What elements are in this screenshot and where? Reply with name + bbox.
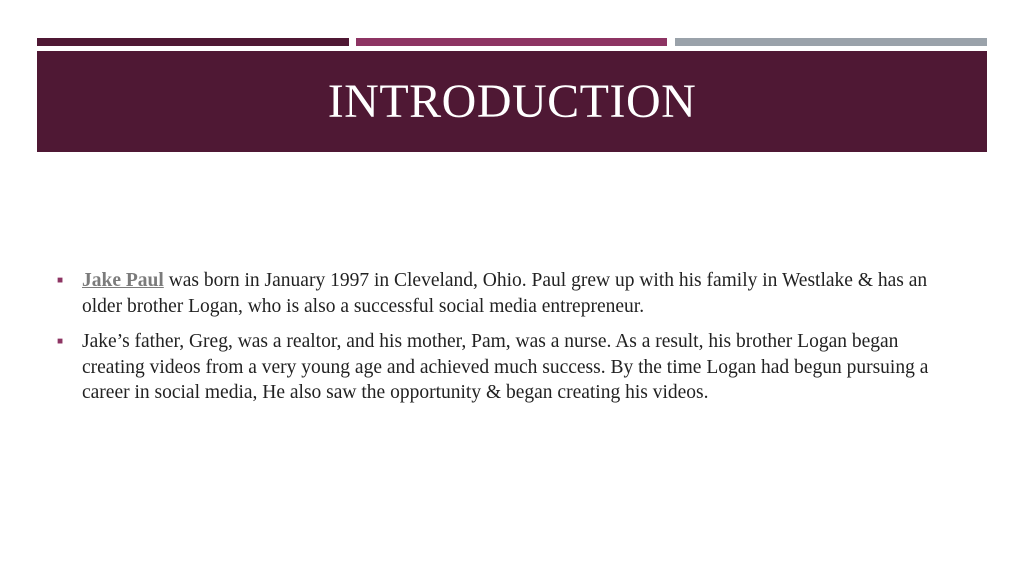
square-bullet-icon: ■ [57,275,64,286]
accent-bar-gray [675,38,987,46]
accent-bar-mid [356,38,667,46]
bullet-text-1 [82,268,962,319]
bullet-text-2: Jake’s father, Greg, was a realtor, and his mother, Pam, was a nurse. As a result, his brother Logan began creating videos from a very young age and achieved much success. By the time Logan had begun pursuing a career in social media, He also saw the opportunity & began creating his videos. [82,331,929,403]
slide-content [52,268,962,416]
slide-title: INTRODUCTION [327,74,697,128]
bullet-body-1: was born in January 1997 in Cleveland, Ohio. Paul grew up with his family in Westlake & has an older brother Logan, who is also a successful social media entrepreneur. [82,270,928,317]
title-band [37,51,987,152]
bullet-item-1 [52,268,962,319]
accent-bar-dark [37,38,349,46]
jake-paul-link[interactable]: Jake Paul [82,270,164,291]
bullet-item-2 [52,329,962,406]
square-bullet-icon: ■ [57,336,64,347]
